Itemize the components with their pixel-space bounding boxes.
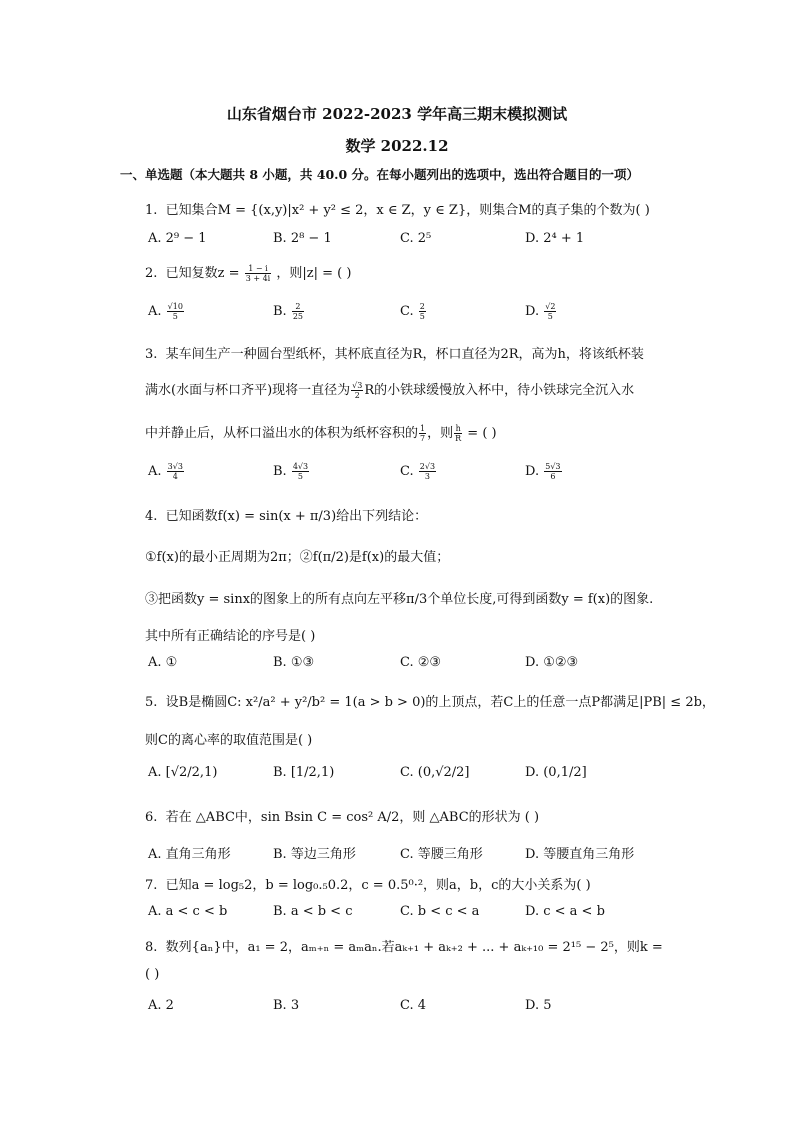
- question-4-line-2: ①f(x)的最小正周期为2π；②f(π/2)是f(x)的最大值；: [145, 550, 450, 565]
- option-a: A. 直角三角形: [148, 847, 231, 862]
- option-a: A. [√2/2,1): [148, 765, 218, 780]
- question-text: 已知复数z =: [165, 266, 240, 281]
- option-c: C. (0,√2/2]: [400, 765, 470, 780]
- option-b: B. 3: [273, 998, 300, 1013]
- question-6: [145, 806, 539, 825]
- question-number: 8.: [145, 940, 158, 955]
- option-b: B. [1/2,1): [273, 765, 335, 780]
- question-text: 若在 △ABC中，sin Bsin C = cos² A/2，则 △ABC的形状为 ( ): [165, 810, 540, 825]
- option-c: C. b < c < a: [400, 904, 480, 919]
- option-b: B. a < b < c: [273, 904, 353, 919]
- option-d: D. c < a < b: [525, 904, 605, 919]
- question-8: [145, 936, 663, 955]
- question-text: 数列{aₙ}中，a₁ = 2，aₘ₊ₙ = aₘaₙ.若aₖ₊₁ + aₖ₊₂ + ... + aₖ₊₁₀ = 2¹⁵ − 2⁵，则k =: [165, 940, 663, 955]
- question-text-after: ，则|z| = ( ): [276, 266, 352, 281]
- question-5-line-2: 则C的离心率的取值范围是( ): [145, 733, 313, 748]
- option-a: A. ①: [148, 655, 178, 670]
- question-3: [145, 343, 644, 362]
- option-b: B. ①③: [273, 655, 315, 670]
- section-heading: 一、单选题（本大题共 8 小题，共 40.0 分。在每小题列出的选项中，选出符合题目的一项）: [120, 167, 640, 182]
- question-number: 7.: [145, 878, 158, 893]
- question-2: [145, 262, 351, 283]
- question-text: 设B是椭圆C: x²/a² + y²/b² = 1(a > b > 0)的上顶点，若C上的任意一点P都满足|PB| ≤ 2b，: [165, 695, 715, 710]
- question-text: 已知集合M = {(x,y)|x² + y² ≤ 2，x ∈ Z，y ∈ Z}，则集合M的真子集的个数为( ): [165, 203, 650, 218]
- question-7: [145, 874, 591, 893]
- option-c: C. ②③: [400, 655, 442, 670]
- option-d: D. 2⁴ + 1: [525, 231, 585, 246]
- option-d: D. $\frac{√2}{5}$: [525, 302, 556, 321]
- question-text: 已知函数f(x) = sin(x + π/3)给出下列结论：: [165, 509, 428, 524]
- option-b: B. 等边三角形: [273, 847, 356, 862]
- question-text: 已知a = log₅2，b = log₀.₅0.2，c = 0.5⁰·²，则a，b，c的大小关系为( ): [165, 878, 591, 893]
- question-4-line-3: ③把函数y = sinx的图象上的所有点向左平移π/3个单位长度,可得到函数y = f(x)的图象.: [145, 592, 654, 607]
- question-text: 某车间生产一种圆台型纸杯，其杯底直径为R，杯口直径为2R，高为h，将该纸杯装: [165, 347, 644, 362]
- exam-title: 山东省烟台市 2022-2023 学年高三期末模拟测试: [226, 105, 568, 123]
- option-a: A. 2⁹ − 1: [148, 231, 207, 246]
- option-c: C. $\frac{2√3}{3}$: [400, 462, 436, 481]
- option-b: B. $\frac{2}{25}$: [273, 302, 304, 321]
- option-d: D. 5: [525, 998, 552, 1013]
- question-number: 5.: [145, 695, 158, 710]
- option-c: C. 4: [400, 998, 427, 1013]
- option-d: D. $\frac{5√3}{6}$: [525, 462, 561, 481]
- exam-subtitle: 数学 2022.12: [345, 137, 449, 155]
- option-a: A. a < c < b: [148, 904, 228, 919]
- option-b: B. 2⁸ − 1: [273, 231, 332, 246]
- option-a: A. $\frac{3√3}{4}$: [148, 462, 183, 481]
- option-a: A. $\frac{√10}{5}$: [148, 302, 183, 321]
- option-d: D. 等腰直角三角形: [525, 847, 635, 862]
- option-a: A. 2: [148, 998, 174, 1013]
- question-3-line-3: 中并静止后，从杯口溢出水的体积为纸杯容积的 $\frac{1}{7}$ ，则 $\frac{h}{R}$ = ( ): [145, 424, 497, 443]
- option-c: C. $\frac{2}{5}$: [400, 302, 425, 321]
- option-b: B. $\frac{4√3}{5}$: [273, 462, 309, 481]
- option-c: C. 2⁵: [400, 231, 432, 246]
- question-number: 3.: [145, 347, 158, 362]
- option-d: D. (0,1/2]: [525, 765, 587, 780]
- question-4-line-4: 其中所有正确结论的序号是( ): [145, 629, 316, 644]
- question-1: [145, 199, 650, 218]
- fraction: $\frac{1 - i}{3 + 4i}$: [245, 264, 271, 283]
- question-number: 4.: [145, 509, 158, 524]
- question-number: 6.: [145, 810, 158, 825]
- question-5: [145, 691, 715, 710]
- question-4: [145, 505, 427, 524]
- question-number: 1.: [145, 203, 158, 218]
- option-d: D. ①②③: [525, 655, 579, 670]
- question-number: 2.: [145, 266, 158, 281]
- question-8-line-2: ( ): [145, 967, 160, 982]
- question-3-line-2: 满水(水面与杯口齐平)现将一直径为 $\frac{√3}{2}$ R的小铁球缓慢放入杯中，待小铁球完全沉入水: [145, 381, 635, 400]
- option-c: C. 等腰三角形: [400, 847, 483, 862]
